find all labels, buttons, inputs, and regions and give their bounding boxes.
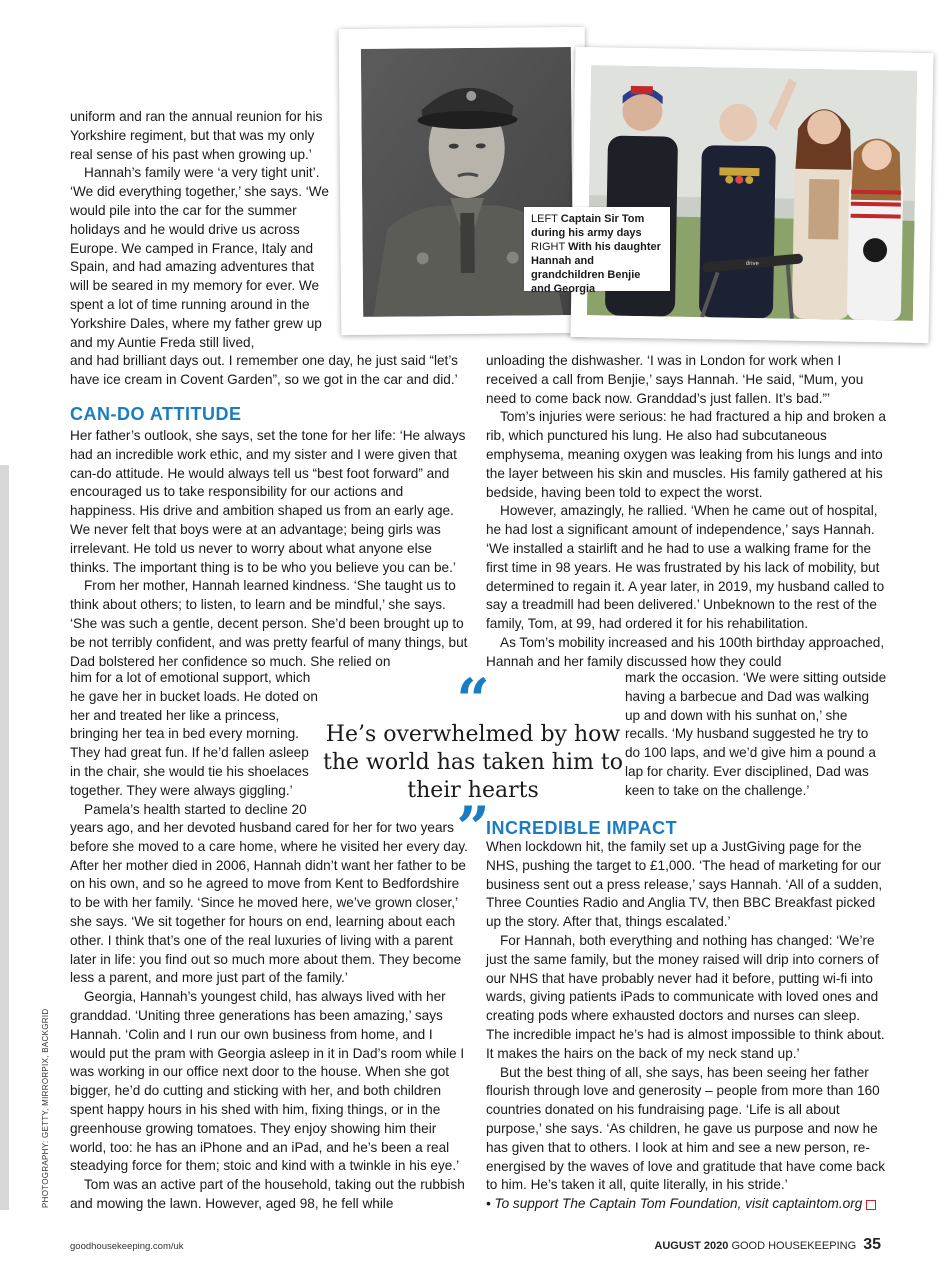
heading-can-do-attitude: CAN-DO ATTITUDE <box>70 404 242 424</box>
paragraph: uniform and ran the annual reunion for his Yorkshire regiment, but that was my only real sense of his past when growing up.’ <box>70 109 323 162</box>
family-photo-frame <box>570 47 933 343</box>
heading-incredible-impact: INCREDIBLE IMPACT <box>486 818 678 838</box>
walker-brand: drive <box>745 260 759 268</box>
paragraph: Hannah’s family were ‘a very tight unit’. ‘We did everything together,’ she says. ‘We would pile into the car for the summer holidays and he would drive us across Europe. We camped in France, Italy and Spain, and had amazing adventures that will be seared in my memory for ever. We spent a lot of time running around in the Yorkshire Dales, where my father grew up and my Auntie Freda still lived, <box>70 165 329 350</box>
col2-body <box>486 838 886 1214</box>
col1-bottom <box>70 819 470 1214</box>
paragraph: him for a lot of emotional support, which he gave her in bucket loads. He doted on her and treated her like a princess, bringing her tea in bed every morning. They had great fun. If he’d fallen asleep in the chair, she would tie his shoelaces together. They were always giggling.’ <box>70 670 318 798</box>
paragraph: Tom’s injuries were serious: he had fractured a hip and broken a rib, which punctured his lung. He also had subcutaneous emphysema, meaning oxygen was leaking from his lungs and into the layer between his skin and muscles. His family gathered at his bedside, having been told to expect the worst. <box>486 409 886 500</box>
pull-quote-text: He’s overwhelmed by how the world has taken him to their hearts <box>323 722 623 803</box>
col1-body <box>70 427 470 671</box>
paragraph: years ago, and her devoted husband cared for her for two years before she moved to a care home, where he visited her every day. After her mother died in 2006, Hannah didn’t want her father to be on his own, and so he agreed to move from Kent to Bedfordshire to be with her family. ‘Since he moved here, we’ve grown closer,’ she says. ‘We sit together for hours on end, learning about each other. I think that’s one of the real luxuries of living with a parent later in life: you find out so much more about them. They become less a parent, and more just part of the family.’ <box>70 820 468 986</box>
paragraph: Her father’s outlook, she says, set the tone for her life: ‘He always had an incredible work ethic, and my sister and I were given that can-do attitude. He would always tell us “best foot forward” and encouraged us to take responsibility for our actions and happiness. His drive and ambition shaped us from an early age. We never felt that boys were at an advantage; being girls was irrelevant. He told us never to worry about what anyone else thinks. The important thing is to be who you believe you can be.’ <box>70 428 466 575</box>
paragraph: unloading the dishwasher. ‘I was in London for work when I received a call from Benjie,’ says Hannah. ‘He said, “Mum, you need to come back now. Granddad’s just fallen. It’s bad.”’ <box>486 353 864 406</box>
col1-narrow <box>70 669 320 819</box>
footer-issue: AUGUST 2020 <box>654 1240 729 1252</box>
support-text: • To support The Captain Tom Foundation, visit captaintom.org <box>486 1196 863 1212</box>
col1-top <box>70 108 332 352</box>
adjacent-page-edge <box>0 465 9 1210</box>
paragraph: As Tom’s mobility increased and his 100th birthday approached, Hannah and her family discussed how they could <box>486 634 885 669</box>
paragraph: However, amazingly, he rallied. ‘When he came out of hospital, he had lost a significant amount of independence,’ says Hannah. ‘We installed a stairlift and he had to use a walking frame for the first time in 98 years. He was frustrated by his lack of mobility, but determined to regain it. A year later, in 2019, my husband called to say a treadmill had been delivered.’ Unbeknown to the rest of the family, Tom, at 99, had ordered it for his rehabilitation. <box>486 503 885 632</box>
close-quote-icon: ” <box>456 794 490 862</box>
paragraph: From her mother, Hannah learned kindness. ‘She taught us to think about others; to listen, to learn and be mindful,’ she says. ‘She was such a gentle, decent person. She’d been brought up to be not terribly confident, and was pretty fearful of many things, but Dad bolstered her confidence so much. She relied on <box>70 578 468 669</box>
page-number: 35 <box>863 1236 881 1253</box>
footer-magazine: GOOD HOUSEKEEPING <box>731 1240 857 1252</box>
caption-right-label: RIGHT <box>531 241 566 253</box>
col2-narrow <box>625 669 887 801</box>
col1-continued <box>70 352 470 390</box>
paragraph: But the best thing of all, she says, has been seeing her father flourish through love and generosity – people from more than 160 countries donated on his fundraising page. ‘Life is all about purpose,’ she says. ‘As children, he gave us purpose and now he has given that to others. I look at him and see a new person, re-energised by the waves of love and gratitude that have come back to him. He’s taken it all, quite literally, in his stride.’ <box>486 1064 885 1193</box>
caption-right-text: With his daughter Hannah and grandchildren Benjie and Georgia <box>531 241 661 295</box>
photo-caption <box>524 207 670 295</box>
paragraph: Tom was an active part of the household, taking out the rubbish and mowing the lawn. However, aged 98, he fell while <box>70 1177 465 1211</box>
footer-website: goodhousekeeping.com/uk <box>70 1241 184 1252</box>
paragraph: Georgia, Hannah’s youngest child, has always lived with her granddad. ‘Uniting three generations has been amazing,’ says Hannah. ‘Colin and I run our own business from home, and I would put the pram with Georgia asleep in it in Dad’s room while I was working in our office next door to the house. When she got bigger, he’d do cutting and sticking with her, and both children spent happy hours in his shed with him, fixing things, or in the greenhouse growing tomatoes. They enjoy showing him their world, too: he has an iPhone and an iPad, and he’s been a real steadying force for them; stoic and kind with a twinkle in his eye.’ <box>70 989 465 1174</box>
paragraph: When lockdown hit, the family set up a JustGiving page for the NHS, pushing the target to £1,000. ‘The head of marketing for our business sent out a press release,’ says Hannah. ‘All of a sudden, Three Counties Radio and Anglia TV, then BBC Breakfast picked up the story. After that, things escalated.’ <box>486 839 883 930</box>
photo-credit: PHOTOGRAPHY: GETTY, MIRRORPIX, BACKGRID <box>41 1008 50 1208</box>
support-note <box>486 1195 886 1214</box>
caption-left-label: LEFT <box>531 213 558 225</box>
col2-top <box>486 352 886 672</box>
caption-left-text: Captain Sir Tom during his army days <box>531 213 645 239</box>
paragraph: and had brilliant days out. I remember one day, he just said “let’s have ice cream in Covent Garden”, so we got in the car and did.’ <box>70 353 458 387</box>
end-mark-icon <box>866 1200 876 1210</box>
paragraph: Pamela’s health started to decline 20 <box>84 801 307 817</box>
paragraph: For Hannah, both everything and nothing has changed: ‘We’re just the same family, but the money raised will drip into corners of our NHS that have probably never had it before, putting wi-fi into wards, giving patients iPads to communicate with loved ones and creating pods where exhausted doctors and nurses can sleep. The incredible impact he’s had is almost impossible to think about. It makes the hairs on the back of my neck stand up.’ <box>486 932 885 1061</box>
footer-folio <box>654 1236 881 1254</box>
open-quote-icon: “ <box>456 666 490 734</box>
paragraph: mark the occasion. ‘We were sitting outside having a barbecue and Dad was walking up and down with his sunhat on,’ she recalls. ‘My husband suggested he try to do 100 laps, and we’d give him a pound a lap for charity. Ever disciplined, Dad was keen to take on the challenge.’ <box>625 670 887 798</box>
